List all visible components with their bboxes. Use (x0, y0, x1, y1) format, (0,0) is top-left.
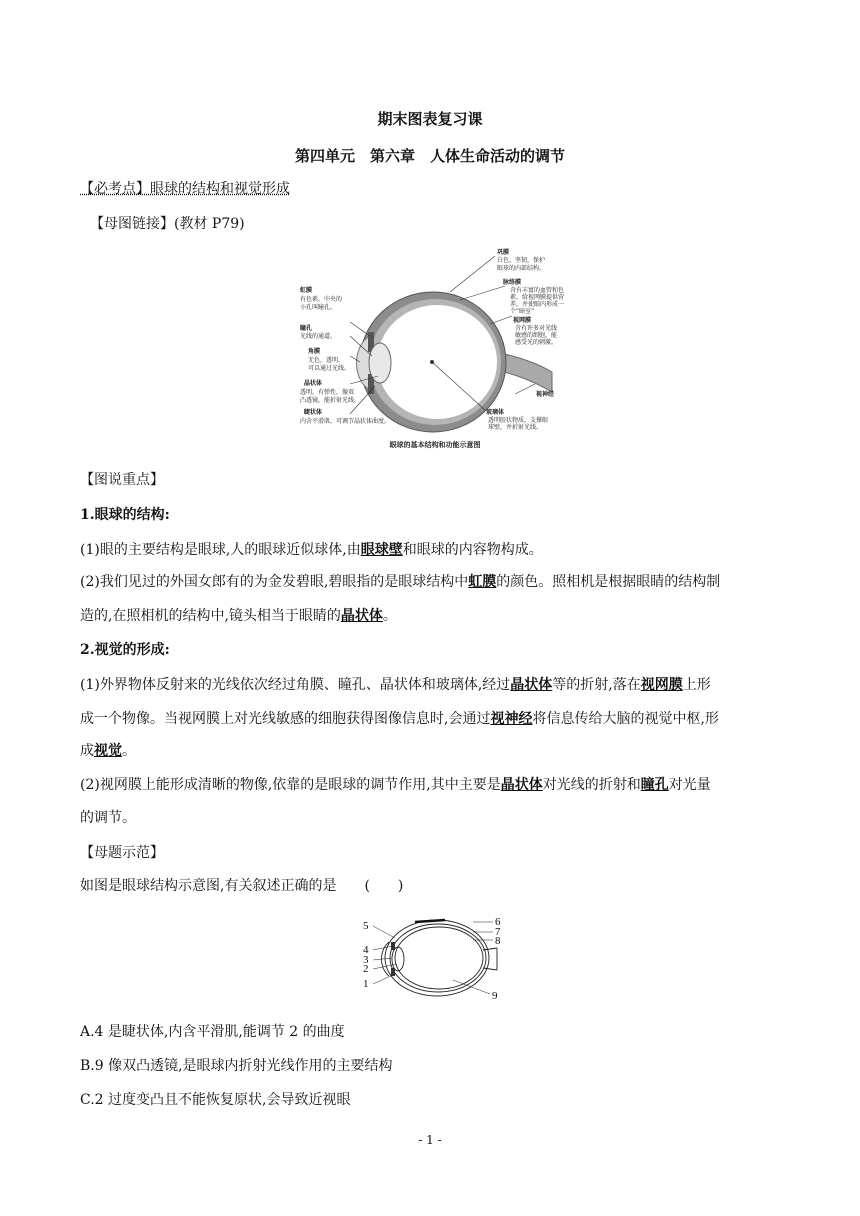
page-number: - 1 - (418, 1133, 442, 1147)
section1-para2-line1 (80, 572, 780, 592)
label-jiaomo-d2: 可以通过光线。 (308, 365, 351, 372)
mutu-line (90, 213, 245, 233)
figure1-caption: 眼球的基本结构和功能示意图 (389, 441, 481, 449)
label-shiwangmo-d3: 感受光的刺激。 (515, 339, 558, 346)
muti-question: 如图是眼球结构示意图,有关叙述正确的是 ( ) (80, 878, 404, 894)
section2-title: 2.视觉的形成: (80, 642, 170, 658)
fig2-number-2: 2 (363, 963, 369, 975)
eye-numbered-figure (355, 912, 515, 1004)
s1p2-text-a: (2)我们见过的外国女郎有的为金发碧眼,碧眼指的是眼球结构中 (80, 574, 469, 590)
mutu-tag: 【母图链接】 (90, 216, 174, 232)
label-shiwangmo-d2: 敏感的细胞，能 (515, 332, 558, 339)
s2p1-key2: 视网膜 (640, 677, 683, 693)
s1p2-text-b: 的颜色。照相机是根据眼睛的结构制 (496, 574, 721, 590)
s1p2-key2: 晶状体 (340, 608, 383, 624)
s1p2-text-c: 造的,在照相机的结构中,镜头相当于眼睛的 (80, 608, 341, 624)
s1p1-key1: 眼球壁 (360, 542, 403, 558)
label-jiaomo-d1: 无色，透明， (308, 357, 345, 364)
label-boliti: 玻璃体 (486, 409, 505, 416)
s1p1-text-b: 和眼球的内容物构成。 (402, 542, 543, 558)
label-tongkong: 瞳孔 (300, 325, 313, 332)
label-gongmo: 巩膜 (497, 249, 510, 256)
label-shiwangmo-d1: 含有许多对光线 (515, 325, 558, 332)
option-b: B.9 像双凸透镜,是眼球内折射光线作用的主要结构 (80, 1058, 393, 1074)
label-jiezhuangti: 睫状体 (304, 409, 323, 416)
label-hongmo-d1: 有色素，中央的 (300, 296, 343, 303)
page-subtitle: 第四单元 第六章 人体生命活动的调节 (294, 147, 565, 165)
s2p2-key2: 瞳孔 (640, 777, 669, 793)
tushuo-tag: 【图说重点】 (80, 472, 164, 488)
label-jingzhuangti-d1: 透明，有弹性，像双 (300, 389, 355, 396)
s2p1-key3: 视神经 (490, 711, 533, 727)
label-tongkong-d1: 光线的通道。 (300, 333, 337, 340)
s2p2-text-a: (2)视网膜上能形成清晰的物像,依靠的是眼球的调节作用,其中主要是 (80, 777, 501, 793)
fig2-number-9: 9 (492, 990, 498, 1002)
s2p1-text-a: (1)外界物体反射来的光线依次经过角膜、瞳孔、晶状体和玻璃体,经过 (80, 677, 511, 693)
section2-para1-line2 (80, 709, 780, 729)
kaodian-text: 眼球的结构和视觉形成 (150, 181, 290, 197)
label-gongmo-d1: 白色，坚韧，保护 (497, 257, 546, 264)
label-jingzhuangti: 晶状体 (304, 380, 323, 387)
kaodian-line (80, 178, 290, 198)
s2p1-text-c: 上形 (682, 677, 711, 693)
label-boliti-d2: 球壁，并折射光线。 (488, 424, 543, 431)
section2-para2-line1 (80, 775, 780, 795)
s2p1-text-f: 成 (80, 743, 94, 759)
fig2-number-4: 4 (363, 944, 369, 956)
page-title: 期末图表复习课 (377, 110, 483, 128)
label-mailuomo-d1: 含有丰富的血管和色 (510, 287, 565, 294)
section1-title: 1.眼球的结构: (80, 507, 170, 523)
s2p2-key1: 晶状体 (500, 777, 543, 793)
eye-structure-figure (290, 244, 580, 456)
label-hongmo-d2: 小孔叫瞳孔。 (300, 304, 337, 311)
label-mailuomo-d2: 素，给视网膜提供营 (510, 294, 565, 301)
section1-para2-line2 (80, 606, 780, 626)
fig2-number-6: 6 (495, 916, 501, 928)
label-boliti-d1: 透明胶状物质，支撑眼 (488, 417, 549, 424)
fig2-number-8: 8 (495, 935, 501, 947)
section2-para2-line2: 的调节。 (80, 810, 136, 826)
label-hongmo: 虹膜 (300, 287, 313, 294)
s2p2-text-b: 对光线的折射和 (542, 777, 641, 793)
fig2-number-7: 7 (495, 926, 501, 938)
s2p1-text-g: 。 (122, 743, 136, 759)
s1p2-text-d: 。 (382, 608, 397, 624)
label-jiaomo: 角膜 (308, 348, 321, 355)
s2p1-text-e: 将信息传给大脑的视觉中枢,形 (532, 711, 719, 727)
kaodian-tag: 【必考点】 (80, 181, 150, 197)
label-jingzhuangti-d2: 凸透镜，能折射光线。 (300, 397, 361, 404)
s2p1-key1: 晶状体 (510, 677, 553, 693)
muti-tag: 【母题示范】 (80, 845, 164, 861)
label-shishenjing: 视神经 (536, 391, 555, 398)
s2p1-key4: 视觉 (94, 743, 122, 759)
s1p2-key1: 虹膜 (468, 574, 497, 590)
s2p1-text-d: 成一个物像。当视网膜上对光线敏感的细胞获得图像信息时,会通过 (80, 711, 491, 727)
mutu-ref: (教材 P79) (174, 216, 245, 232)
label-mailuomo-d4: 个“暗室” (510, 308, 535, 315)
label-jiezhuangti-d1: 内含平滑肌，可调节晶状体曲度。 (300, 418, 391, 425)
label-mailuomo: 脉络膜 (503, 279, 522, 286)
s2p2-text-c: 对光量 (668, 777, 711, 793)
label-gongmo-d2: 眼球的内部结构。 (497, 265, 546, 272)
section2-para1-line1 (80, 675, 780, 695)
label-shiwangmo: 视网膜 (513, 317, 532, 324)
fig2-number-3: 3 (363, 954, 369, 966)
option-a: A.4 是睫状体,内含平滑肌,能调节 2 的曲度 (80, 1024, 345, 1040)
label-mailuomo-d3: 养，并使眼内形成一 (510, 301, 565, 308)
s2p1-text-b: 等的折射,落在 (552, 677, 641, 693)
section1-para1 (80, 540, 780, 560)
section2-para1-line3 (80, 741, 780, 761)
fig2-number-1: 1 (363, 978, 369, 990)
option-c: C.2 过度变凸且不能恢复原状,会导致近视眼 (80, 1092, 351, 1108)
s1p1-text-a: (1)眼的主要结构是眼球,人的眼球近似球体,由 (80, 542, 361, 558)
fig2-number-5: 5 (363, 920, 369, 932)
